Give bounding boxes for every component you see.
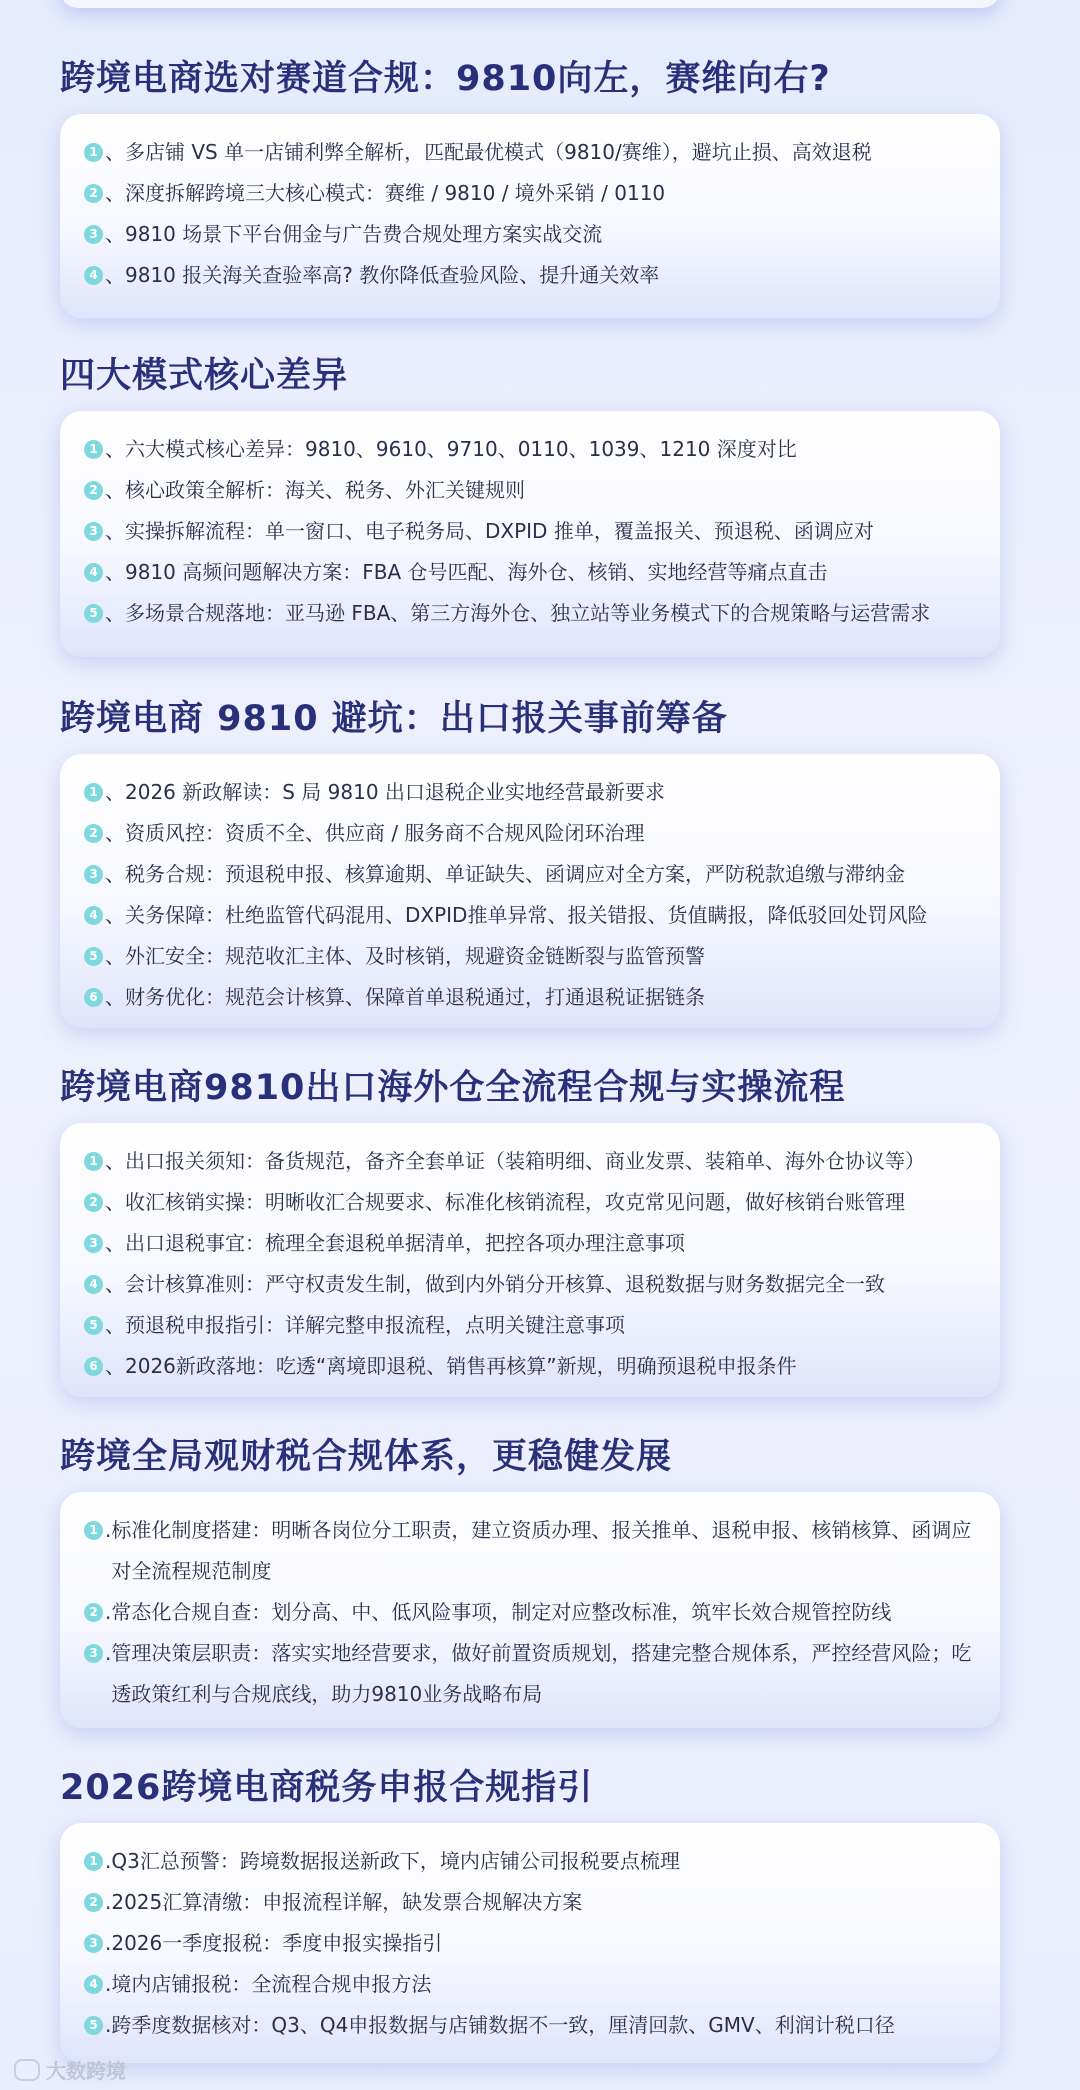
number-badge: 6 <box>84 988 103 1007</box>
number-badge: 2 <box>84 1603 103 1622</box>
number-badge: 2 <box>84 184 103 203</box>
item-text: 2026一季度报税：季度申报实操指引 <box>111 1931 443 1955</box>
section-card <box>60 411 1000 657</box>
list-item <box>84 1923 976 1964</box>
separator: 、 <box>105 1149 125 1173</box>
list-item <box>84 772 976 813</box>
list-item <box>84 2005 976 2046</box>
list-item <box>84 1510 976 1592</box>
separator: 、 <box>105 601 125 625</box>
separator: 、 <box>105 985 125 1009</box>
list-item <box>84 593 976 634</box>
list-item <box>84 1592 976 1633</box>
separator: 、 <box>105 181 125 205</box>
separator: 、 <box>105 1190 125 1214</box>
number-badge: 1 <box>84 1852 103 1871</box>
item-text: 标准化制度搭建：明晰各岗位分工职责，建立资质办理、报关推单、退税申报、核销核算、函调应对全流程规范制度 <box>111 1518 972 1583</box>
number-badge: 6 <box>84 1357 103 1376</box>
number-badge: 3 <box>84 1234 103 1253</box>
list-item <box>84 1841 976 1882</box>
list-item <box>84 1223 976 1264</box>
number-badge: 3 <box>84 1644 103 1663</box>
item-text: 多场景合规落地：亚马逊 FBA、第三方海外仓、独立站等业务模式下的合规策略与运营需求 <box>125 601 931 625</box>
logo-text: 大数跨境 <box>46 2059 126 2083</box>
item-text: Q3汇总预警：跨境数据报送新政下，境内店铺公司报税要点梳理 <box>111 1849 680 1873</box>
separator: 、 <box>105 140 125 164</box>
number-badge: 1 <box>84 143 103 162</box>
item-text: 税务合规：预退税申报、核算逾期、单证缺失、函调应对全方案，严防税款追缴与滞纳金 <box>125 862 905 886</box>
item-text: 多店铺 VS 单一店铺利弊全解析，匹配最优模式（9810/赛维），避坑止损、高效退税 <box>125 140 872 164</box>
list-item <box>84 132 976 173</box>
item-text: 境内店铺报税：全流程合规申报方法 <box>111 1972 432 1996</box>
separator: . <box>105 1849 112 1873</box>
item-text: 2026新政落地：吃透“离境即退税、销售再核算”新规，明确预退税申报条件 <box>125 1354 797 1378</box>
separator: . <box>105 1972 112 1996</box>
section-tax-filing-guide <box>60 1767 1000 2037</box>
item-text: 跨季度数据核对：Q3、Q4申报数据与店铺数据不一致，厘清回款、GMV、利润计税口径 <box>111 2013 895 2037</box>
number-badge: 5 <box>84 2016 103 2035</box>
item-text: 出口报关须知：备货规范，备齐全套单证（装箱明细、商业发票、装箱单、海外仓协议等） <box>125 1149 925 1173</box>
number-badge: 1 <box>84 1152 103 1171</box>
section-title: 2026跨境电商税务申报合规指引 <box>60 1768 594 1808</box>
separator: . <box>105 2013 112 2037</box>
item-text: 深度拆解跨境三大核心模式：赛维 / 9810 / 境外采销 / 0110 <box>125 181 666 205</box>
number-badge: 3 <box>84 522 103 541</box>
number-badge: 4 <box>84 906 103 925</box>
separator: 、 <box>105 263 125 287</box>
list-item <box>84 1305 976 1346</box>
number-badge: 2 <box>84 824 103 843</box>
number-badge: 4 <box>84 266 103 285</box>
list-item <box>84 1182 976 1223</box>
list-item <box>84 813 976 854</box>
list-item <box>84 1141 976 1182</box>
number-badge: 1 <box>84 783 103 802</box>
separator: 、 <box>105 1313 125 1337</box>
list-item <box>84 1633 976 1715</box>
list-item <box>84 854 976 895</box>
section-compliance-system <box>60 1436 1000 1706</box>
number-badge: 4 <box>84 1275 103 1294</box>
list-item <box>84 1882 976 1923</box>
separator: 、 <box>105 862 125 886</box>
separator: 、 <box>105 903 125 927</box>
list-item <box>84 1264 976 1305</box>
list-item <box>84 255 976 296</box>
item-text: 2026 新政解读：S 局 9810 出口退税企业实地经营最新要求 <box>125 780 665 804</box>
section-title: 跨境全局观财税合规体系，更稳健发展 <box>60 1437 673 1477</box>
list-item <box>84 977 976 1018</box>
separator: 、 <box>105 519 125 543</box>
item-text: 9810 高频问题解决方案：FBA 仓号匹配、海外仓、核销、实地经营等痛点直击 <box>125 560 828 584</box>
section-title: 跨境电商 9810 避坑：出口报关事前筹备 <box>60 699 728 739</box>
top-card-edge <box>60 0 1000 8</box>
list-item <box>84 1964 976 2005</box>
number-badge: 2 <box>84 481 103 500</box>
item-text: 常态化合规自查：划分高、中、低风险事项，制定对应整改标准，筑牢长效合规管控防线 <box>111 1600 892 1624</box>
section-card <box>60 1492 1000 1728</box>
item-text: 9810 场景下平台佣金与广告费合规处理方案实战交流 <box>125 222 603 246</box>
separator: . <box>105 1518 112 1542</box>
item-text: 管理决策层职责：落实实地经营要求，做好前置资质规划，搭建完整合规体系，严控经营风险；吃透政策红利与合规底线，助力9810业务战略布局 <box>111 1641 972 1706</box>
separator: 、 <box>105 1272 125 1296</box>
number-badge: 3 <box>84 865 103 884</box>
list-item <box>84 1346 976 1387</box>
separator: 、 <box>105 437 125 461</box>
item-text: 9810 报关海关查验率高? 教你降低查验风险、提升通关效率 <box>125 263 660 287</box>
separator: . <box>105 1931 112 1955</box>
section-export-preparation <box>60 698 1000 1009</box>
number-badge: 3 <box>84 1934 103 1953</box>
section-mode-differences <box>60 355 1000 625</box>
section-card <box>60 1823 1000 2063</box>
separator: 、 <box>105 780 125 804</box>
separator: . <box>105 1890 112 1914</box>
item-text: 2025汇算清缴：申报流程详解，缺发票合规解决方案 <box>111 1890 583 1914</box>
number-badge: 4 <box>84 563 103 582</box>
separator: . <box>105 1641 112 1665</box>
list-item <box>84 511 976 552</box>
section-overseas-warehouse <box>60 1067 1000 1378</box>
number-badge: 3 <box>84 225 103 244</box>
number-badge: 1 <box>84 440 103 459</box>
number-badge: 2 <box>84 1893 103 1912</box>
item-text: 收汇核销实操：明晰收汇合规要求、标准化核销流程，攻克常见问题，做好核销台账管理 <box>125 1190 905 1214</box>
separator: . <box>105 1600 112 1624</box>
number-badge: 5 <box>84 1316 103 1335</box>
list-item <box>84 552 976 593</box>
item-text: 出口退税事宜：梳理全套退税单据清单，把控各项办理注意事项 <box>125 1231 685 1255</box>
separator: 、 <box>105 222 125 246</box>
separator: 、 <box>105 560 125 584</box>
list-item <box>84 214 976 255</box>
separator: 、 <box>105 1231 125 1255</box>
separator: 、 <box>105 821 125 845</box>
separator: 、 <box>105 1354 125 1378</box>
item-text: 核心政策全解析：海关、税务、外汇关键规则 <box>125 478 525 502</box>
item-text: 外汇安全：规范收汇主体、及时核销，规避资金链断裂与监管预警 <box>125 944 705 968</box>
watermark-logo <box>14 2055 126 2084</box>
number-badge: 4 <box>84 1975 103 1994</box>
item-text: 关务保障：杜绝监管代码混用、DXPID推单异常、报关错报、货值瞒报，降低驳回处罚风险 <box>125 903 928 927</box>
section-title: 四大模式核心差异 <box>60 356 349 396</box>
separator: 、 <box>105 944 125 968</box>
list-item <box>84 429 976 470</box>
item-text: 预退税申报指引：详解完整申报流程，点明关键注意事项 <box>125 1313 625 1337</box>
separator: 、 <box>105 478 125 502</box>
list-item <box>84 470 976 511</box>
section-track-compliance <box>60 58 1000 287</box>
section-card <box>60 114 1000 318</box>
list-item <box>84 173 976 214</box>
item-text: 实操拆解流程：单一窗口、电子税务局、DXPID 推单，覆盖报关、预退税、函调应对 <box>125 519 874 543</box>
list-item <box>84 936 976 977</box>
section-card <box>60 754 1000 1028</box>
section-card <box>60 1123 1000 1397</box>
item-text: 六大模式核心差异：9810、9610、9710、0110、1039、1210 深度对比 <box>125 437 797 461</box>
item-text: 资质风控：资质不全、供应商 / 服务商不合规风险闭环治理 <box>125 821 645 845</box>
number-badge: 1 <box>84 1521 103 1540</box>
section-title: 跨境电商9810出口海外仓全流程合规与实操流程 <box>60 1068 846 1108</box>
number-badge: 2 <box>84 1193 103 1212</box>
item-text: 财务优化：规范会计核算、保障首单退税通过，打通退税证据链条 <box>125 985 705 1009</box>
number-badge: 5 <box>84 947 103 966</box>
section-title: 跨境电商选对赛道合规：9810向左，赛维向右? <box>60 59 831 99</box>
logo-icon <box>14 2059 40 2081</box>
number-badge: 5 <box>84 604 103 623</box>
item-text: 会计核算准则：严守权责发生制，做到内外销分开核算、退税数据与财务数据完全一致 <box>125 1272 885 1296</box>
list-item <box>84 895 976 936</box>
